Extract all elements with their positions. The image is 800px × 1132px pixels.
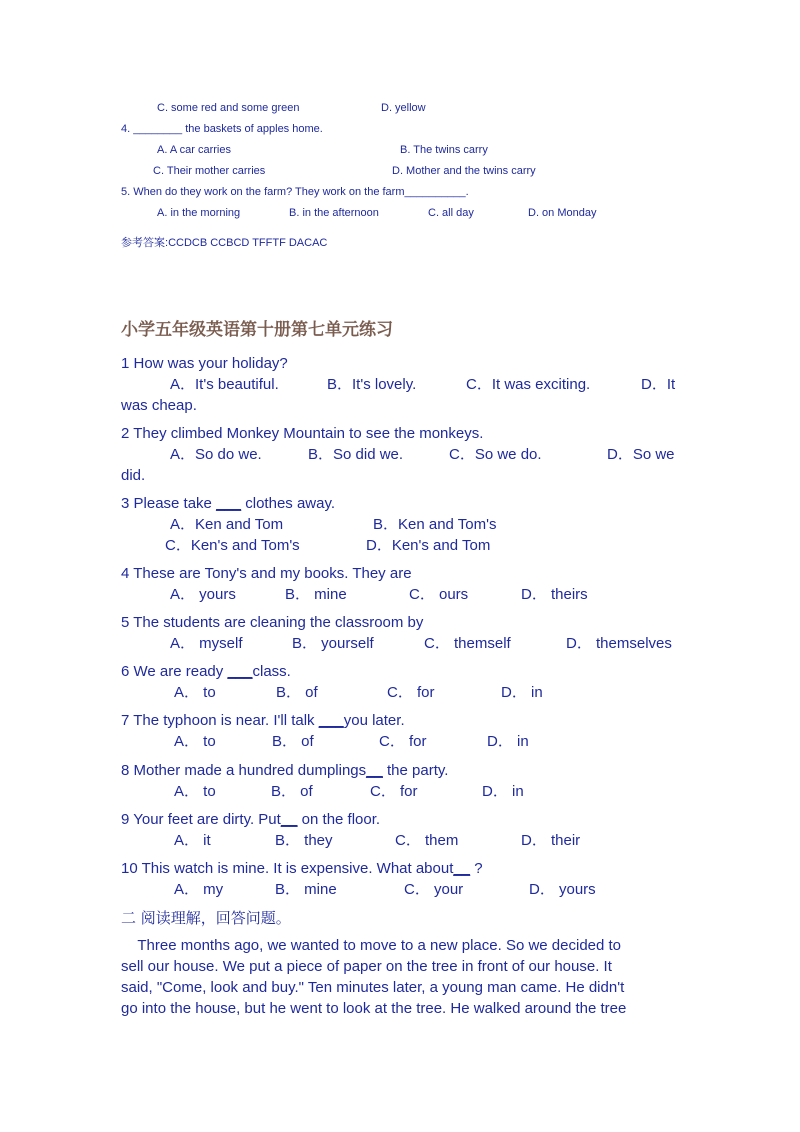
question-4-option-a: A． yours [170,586,236,603]
question-9-stem-post: on the floor. [297,811,381,828]
question-5-option-c: C． themself [424,635,511,652]
top-q5-option-c: C. all day [428,207,474,219]
question-8-option-d: D． in [482,783,524,800]
question-6-option-c: C． for [387,684,435,701]
question-6-blank: ___ [227,663,253,680]
top-q4-option-c: C. Their mother carries [153,165,266,177]
question-1-option-d-wrap: was cheap. [121,397,197,414]
question-7-option-b: B． of [272,733,314,750]
question-4-option-c: C． ours [409,586,469,603]
question-8-option-c: C． for [370,783,418,800]
question-9-stem-pre: 9 Your feet are dirty. Put [121,811,281,828]
top-q4-option-d: D. Mother and the twins carry [392,165,536,177]
question-2-option-b: B．So did we. [308,446,404,463]
top-q5-option-b: B. in the afternoon [289,207,379,219]
question-5-option-d: D． themselves [566,635,672,652]
question-10-option-d: D． yours [529,881,596,898]
question-6-stem [121,661,291,682]
question-6-option-a: A． to [174,684,216,701]
question-3-stem [121,493,335,514]
question-10-blank: __ [453,860,471,877]
question-3-option-b: B．Ken and Tom's [373,516,497,533]
top-q4-stem: 4. ________ the baskets of apples home. [121,123,323,135]
question-7-stem-post: you later. [343,712,405,729]
passage-line: go into the house, but he went to look at the tree. He walked around the tree [121,1000,627,1017]
question-2-option-d-wrap: did. [121,467,146,484]
question-7-option-a: A． to [174,733,216,750]
question-9-option-b: B． they [275,832,333,849]
question-3-option-c: C．Ken's and Tom's [165,537,300,554]
question-8-stem [121,760,448,781]
question-9-option-a: A． it [174,832,211,849]
question-2-option-d: D．So we [607,446,675,463]
question-5-option-a: A． myself [170,635,243,652]
question-2-stem: 2 They climbed Monkey Mountain to see the monkeys. [121,425,484,442]
question-6-stem-pre: 6 We are ready [121,663,228,680]
question-9-stem [121,809,380,830]
question-3-option-a: A．Ken and Tom [170,516,284,533]
question-7-stem-pre: 7 The typhoon is near. I'll talk [121,712,319,729]
question-5-option-b: B． yourself [292,635,374,652]
question-2-option-c: C．So we do. [449,446,542,463]
top-q5-option-d: D. on Monday [528,207,597,219]
question-10-option-c: C． your [404,881,464,898]
question-10-option-a: A． my [174,881,224,898]
question-1-stem: 1 How was your holiday? [121,355,288,372]
question-3-option-d: D．Ken's and Tom [366,537,491,554]
section-2-heading: 二 阅读理解，回答问题。 [121,909,291,927]
top-q4-option-a: A. A car carries [157,144,231,156]
question-3-blank: ___ [216,495,242,512]
question-7-option-d: D． in [487,733,529,750]
question-7-blank: ___ [318,712,344,729]
question-10-stem [121,858,483,879]
question-8-blank: __ [366,762,383,779]
reading-passage [121,935,681,1019]
question-6-option-d: D． in [501,684,543,701]
top-q4-option-b: B. The twins carry [400,144,488,156]
question-8-stem-pre: 8 Mother made a hundred dumplings [121,762,367,779]
q3-option-c: C. some red and some green [157,102,300,114]
question-9-option-c: C． them [395,832,459,849]
answer-key-value: CCDCB CCBCD TFFTF DACAC [168,237,328,249]
question-8-option-a: A． to [174,783,216,800]
question-3-stem-pre: 3 Please take [121,495,217,512]
question-10-stem-pre: 10 This watch is mine. It is expensive. What about [121,860,454,877]
question-9-blank: __ [280,811,298,828]
question-1-option-b: B．It's lovely. [327,376,417,393]
answer-key-label: 参考答案: [121,237,169,249]
top-q5-stem: 5. When do they work on the farm? They work on the farm__________. [121,186,469,198]
question-1-option-c: C．It was exciting. [466,376,591,393]
question-6-stem-post: class. [252,663,291,680]
question-4-stem: 4 These are Tony's and my books. They are [121,565,412,582]
question-3-stem-post: clothes away. [241,495,336,512]
question-10-option-b: B． mine [275,881,337,898]
question-5-stem: 5 The students are cleaning the classroom by [121,614,424,631]
question-8-stem-post: the party. [382,762,449,779]
question-6-option-b: B． of [276,684,318,701]
answer-key [121,234,327,250]
question-7-stem [121,710,405,731]
page-title: 小学五年级英语第十册第七单元练习 [121,320,393,340]
passage-line: Three months ago, we wanted to move to a new place. So we decided to [121,937,622,954]
question-1-option-a: A．It's beautiful. [170,376,279,393]
question-1-option-d: D．It [641,376,676,393]
question-4-option-b: B． mine [285,586,347,603]
q3-option-d: D. yellow [381,102,426,114]
passage-line: said, "Come, look and buy." Ten minutes later, a young man came. He didn't [121,979,625,996]
passage-line: sell our house. We put a piece of paper on the tree in front of our house. It [121,958,612,975]
question-9-option-d: D． their [521,832,581,849]
question-10-stem-post: ? [470,860,483,877]
question-8-option-b: B． of [271,783,313,800]
top-q5-option-a: A. in the morning [157,207,241,219]
question-7-option-c: C． for [379,733,427,750]
question-4-option-d: D． theirs [521,586,588,603]
question-2-option-a: A．So do we. [170,446,262,463]
